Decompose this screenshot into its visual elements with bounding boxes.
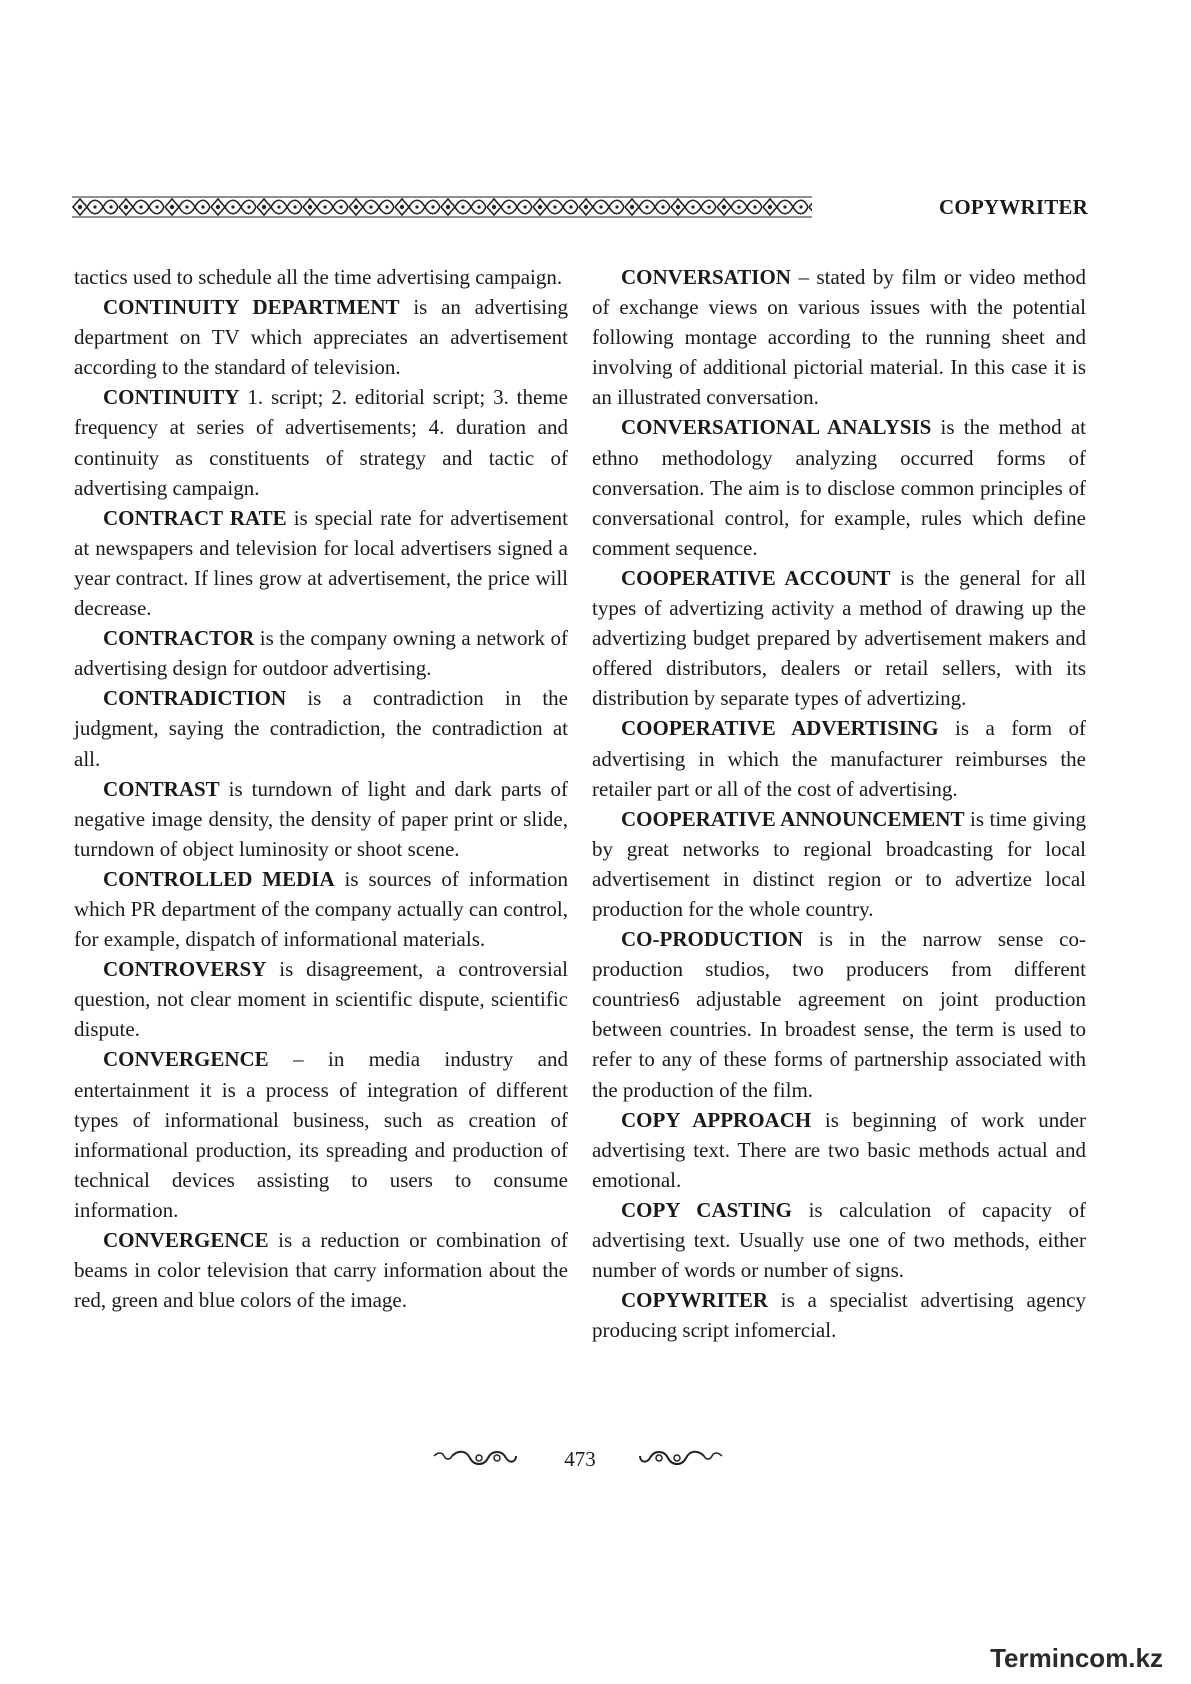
entry-term: CONVERSATIONAL ANALYSIS (621, 415, 932, 440)
entry-definition: is in the narrow sense co-production studios, two producers from different countries6 adjustable agreement on joint production between countries. In broadest sense, the term is used to refer to any of these forms of partnership associated with the production of the film. (592, 927, 1086, 1102)
entry-definition: is the company owning a network of advertising design for outdoor advertising. (74, 626, 568, 681)
page-header (72, 194, 1088, 220)
entry-definition: is a specialist advertising agency producing script infomercial. (592, 1288, 1086, 1343)
glossary-entry (592, 412, 1086, 562)
glossary-entry (74, 623, 568, 683)
glossary-entry (74, 1225, 568, 1315)
entry-definition: is time giving by great networks to regional broadcasting for local advertisement in distinct region or to advertize local production for the whole country. (592, 806, 1087, 921)
entry-term: CONTINUITY (103, 385, 240, 410)
entry-definition: is the general for all types of advertizing activity a method of drawing up the advertizing budget prepared by advertisement makers and offered distributors, dealers or retail sellers, with its distribution by separate types of advertizing. (592, 565, 1086, 711)
entry-term: CONVERGENCE (103, 1228, 269, 1252)
entry-definition: is calculation of capacity of advertising text. Usually use one of two methods, either number of words or number of signs. (592, 1197, 1086, 1283)
right-column (592, 262, 1086, 1345)
fleuron-left-icon (432, 1448, 518, 1470)
entry-term: CONTROVERSY (103, 957, 267, 982)
entry-definition: tactics used to schedule all the time advertising campaign. (74, 265, 563, 289)
entry-definition: is special rate for advertisement at newspapers and television for local advertisers signed a year contract. If lines grow at advertisement, the price will decrease. (74, 505, 568, 621)
glossary-entry (74, 1044, 568, 1225)
ornamental-border-icon (72, 196, 812, 218)
entry-term: CONTRACT RATE (103, 505, 287, 530)
entry-definition: 1. script; 2. editorial script; 3. theme frequency at series of advertisements; 4. duration and continuity as constituents of strategy and tactic of advertising campaign. (74, 385, 568, 500)
entry-term: CONTROLLED MEDIA (103, 866, 335, 891)
entry-term: COOPERATIVE ANNOUNCEMENT (621, 806, 965, 831)
site-watermark: Termincom.kz (990, 1643, 1163, 1673)
left-column (74, 262, 568, 1315)
glossary-entry (74, 503, 568, 623)
entry-term: CONVERGENCE (103, 1047, 269, 1072)
glossary-entry (74, 864, 568, 954)
entry-term: COPY CASTING (621, 1197, 792, 1222)
glossary-entry (74, 954, 568, 1044)
glossary-entry (74, 262, 568, 292)
glossary-entry (74, 382, 568, 502)
fleuron-right-icon (638, 1448, 724, 1470)
entry-definition: – in media industry and entertainment it is a process of integration of different types of informational business, such as creation of informational production, its spreading and production of technical devices assisting to users to consume information. (74, 1047, 568, 1222)
entry-term: CONTRADICTION (103, 686, 287, 711)
glossary-entry (592, 1195, 1086, 1285)
entry-definition: is a reduction or combination of beams in color television that carry information about the red, green and blue colors of the image. (74, 1228, 568, 1313)
entry-term: COPY APPROACH (621, 1107, 812, 1132)
glossary-entry (74, 774, 568, 864)
glossary-entry (592, 924, 1086, 1105)
entry-definition: is an advertising department on TV which appreciates an advertisement according to the standard of television. (74, 295, 568, 380)
entry-term: COPYWRITER (621, 1288, 769, 1313)
entry-definition: is sources of information which PR department of the company actually can control, for example, dispatch of informational materials. (74, 866, 568, 952)
entry-term: COOPERATIVE ADVERTISING (621, 716, 939, 741)
entry-definition: is turndown of light and dark parts of negative image density, the density of paper print or slide, turndown of object luminosity or shoot scene. (74, 776, 568, 861)
glossary-entry (74, 683, 568, 773)
glossary-entry (592, 563, 1086, 713)
entry-term: CONVERSATION (621, 265, 791, 289)
glossary-entry (592, 804, 1086, 924)
entry-term: CONTRAST (103, 776, 220, 801)
glossary-entry (592, 262, 1086, 412)
glossary-entry (592, 1285, 1086, 1345)
page-footer (0, 1444, 1191, 1474)
entry-definition: is the method at ethno methodology analyzing occurred forms of conversation. The aim is to disclose common principles of conversational control, for example, rules which define comment sequence. (592, 415, 1086, 560)
entry-definition: is disagreement, a controversial question, not clear moment in scientific dispute, scientific dispute. (74, 957, 568, 1042)
entry-term: COOPERATIVE ACCOUNT (621, 565, 891, 590)
entry-term: CO-PRODUCTION (621, 927, 803, 952)
entry-definition: is beginning of work under advertising text. There are two basic methods actual and emotional. (592, 1107, 1087, 1192)
running-head: COPYWRITER (938, 195, 1088, 219)
entry-term: CONTINUITY DEPARTMENT (103, 295, 400, 320)
glossary-entry (74, 292, 568, 382)
entry-definition: – stated by film or video method of exchange views on various issues with the potential following montage according to the running sheet and involving of additional pictorial material. In this case it is an illustrated conversation. (592, 265, 1086, 410)
glossary-entry (592, 1105, 1086, 1195)
glossary-entry (592, 713, 1086, 803)
entry-definition: is a contradiction in the judgment, saying the contradiction, the contradiction at all. (74, 686, 568, 771)
entry-definition: is a form of advertising in which the manufacturer reimburses the retailer part or all of the cost of advertising. (592, 716, 1086, 801)
entry-term: CONTRACTOR (103, 626, 255, 651)
page-number: 473 (564, 1447, 596, 1471)
